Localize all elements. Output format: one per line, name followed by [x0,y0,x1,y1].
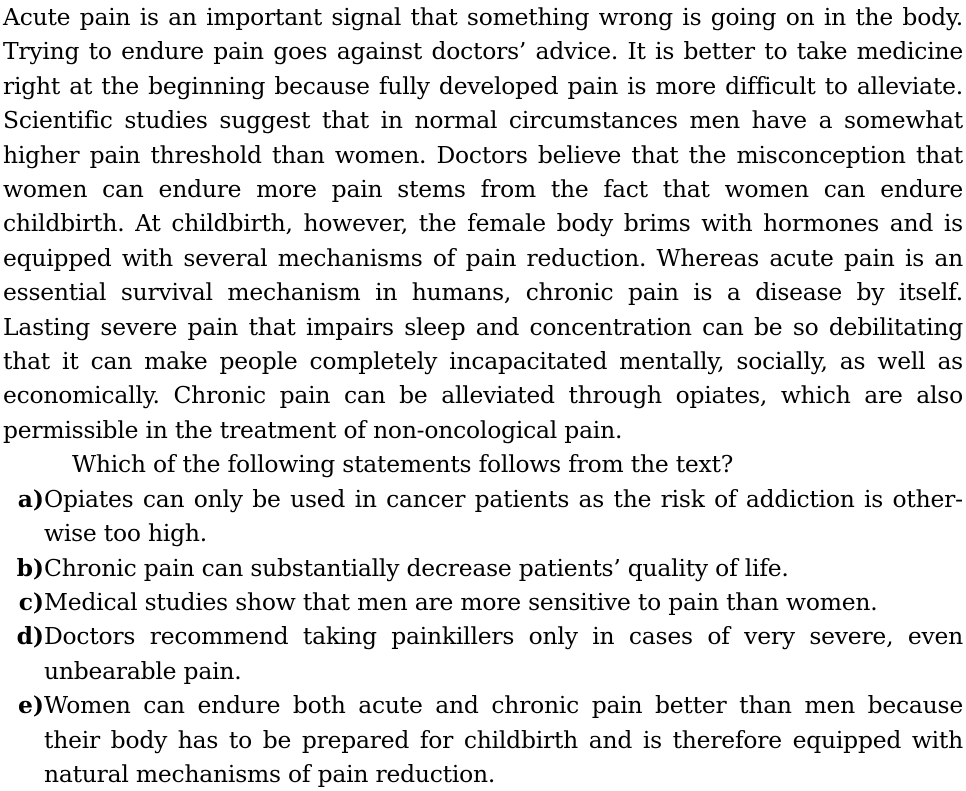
option-a[interactable] [3,482,963,551]
option-label-text: a) [17,484,44,513]
option-text: Opiates can only be used in cancer patients as the risk of addiction is otherwise too high. [44,484,963,548]
option-label [3,619,44,653]
option-label [3,688,44,722]
option-text: Medical studies show that men are more sensitive to pain than women. [44,587,878,616]
option-text: Doctors recommend taking painkillers only in cases of very severe, even unbearable pain. [44,622,963,685]
option-b[interactable] [3,551,963,585]
option-label-text: c) [18,587,44,616]
option-label [3,551,44,585]
document-page [3,0,963,791]
option-d[interactable] [3,619,963,688]
passage-text: Acute pain is an important signal that something wrong is going on in the body. Trying to endure pain goes against doctors’ advice. It is better to take medicine right at the beginning because fully developed pain is more difficult to alleviate. Scientific studies suggest that in normal circumstances men have a somewhat higher pain threshold than women. Doctors believe that the misconception that women can endure more pain stems from the fact that women can endure childbirth. At childbirth, however, the female body brims with hormones and is equipped with several mechanisms of pain reduction. Whereas acute pain is an essential survival mechanism in humans, chronic pain is a disease by itself. Lasting severe pain that impairs sleep and concentration can be so debilitating that it can make people completely incapacitated mentally, socially, as well as economically. Chronic pain can be alleviated through opiates, which are also permissible in the treatment of non-oncological pain. [3,3,963,444]
answer-options [3,482,963,791]
option-e[interactable] [3,688,963,791]
option-label-text: b) [16,553,44,582]
option-c[interactable] [3,585,963,619]
option-label [3,585,44,619]
option-text: Chronic pain can substantially decrease patients’ quality of life. [44,553,789,582]
option-text: Women can endure both acute and chronic pain better than men because their body has to be prepared for childbirth and is therefore equipped with natural mechanisms of pain reduction. [44,691,963,788]
question-prompt: Which of the following statements follows from the text? [72,450,734,479]
option-label-text: e) [18,691,44,720]
option-label-text: d) [16,622,44,651]
option-label [3,482,44,516]
